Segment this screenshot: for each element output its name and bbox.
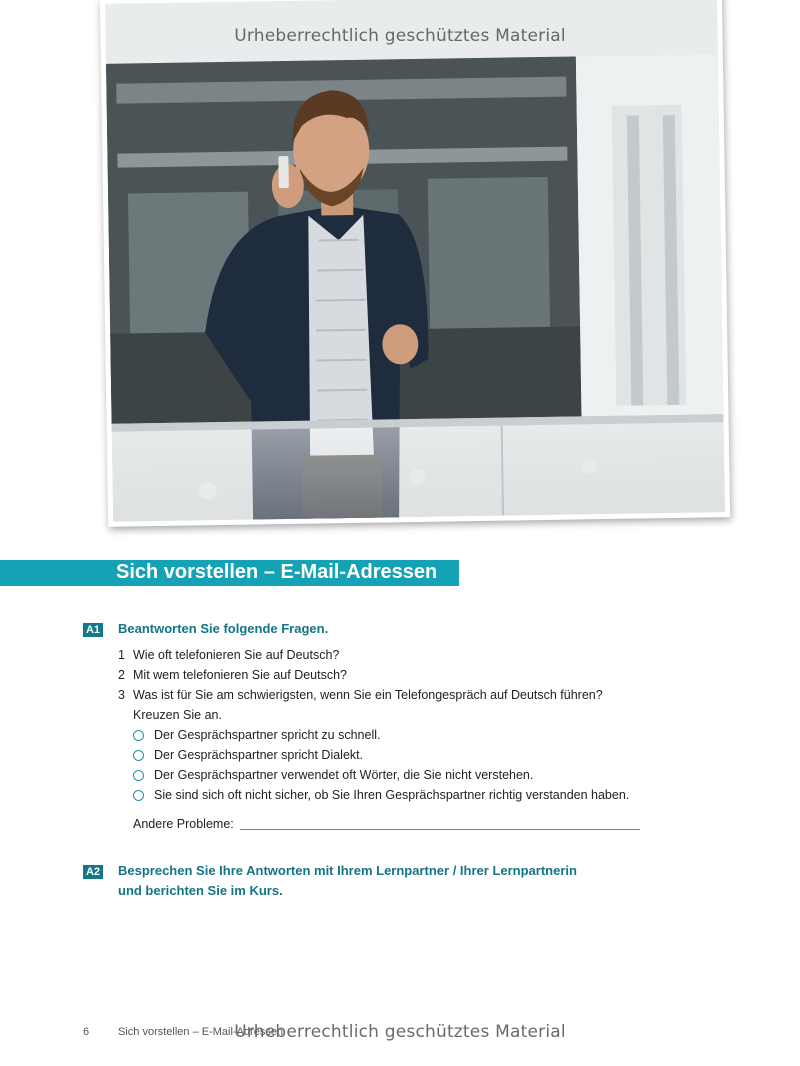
instruction-text: Kreuzen Sie an. bbox=[133, 708, 222, 722]
watermark-bottom: Urheberrechtlich geschütztes Material bbox=[234, 1022, 566, 1042]
option-1-radio[interactable] bbox=[133, 730, 144, 741]
question-1-text: Wie oft telefonieren Sie auf Deutsch? bbox=[133, 648, 340, 662]
photo-frame bbox=[100, 0, 730, 527]
option-4-radio[interactable] bbox=[133, 790, 144, 801]
question-2-number: 2 bbox=[118, 668, 125, 682]
task-badge-a2: A2 bbox=[83, 865, 103, 879]
section-title: Sich vorstellen – E-Mail-Adressen bbox=[116, 561, 438, 583]
question-3-text: Was ist für Sie am schwierigsten, wenn Sie ein Telefongespräch auf Deutsch führen? bbox=[133, 688, 603, 702]
businessman-phone-photo bbox=[105, 0, 725, 522]
option-2-label: Der Gesprächspartner spricht Dialekt. bbox=[154, 748, 364, 762]
task-heading-a2-line2: und berichten Sie im Kurs. bbox=[118, 883, 283, 898]
option-3-radio[interactable] bbox=[133, 770, 144, 781]
question-3-number: 3 bbox=[118, 688, 125, 702]
task-heading-a1: Beantworten Sie folgende Fragen. bbox=[118, 621, 329, 636]
other-problems-label: Andere Probleme: bbox=[133, 817, 234, 831]
option-3-label: Der Gesprächspartner verwendet oft Wörter, die Sie nicht verstehen. bbox=[154, 768, 534, 782]
option-4-label: Sie sind sich oft nicht sicher, ob Sie Ihren Gesprächspartner richtig verstanden haben. bbox=[154, 788, 630, 802]
task-badge-a1: A1 bbox=[83, 623, 103, 637]
other-problems-answer-line[interactable] bbox=[240, 829, 640, 830]
option-2-radio[interactable] bbox=[133, 750, 144, 761]
page-number: 6 bbox=[83, 1026, 90, 1038]
footer-title: Sich vorstellen – E-Mail-Adressen bbox=[118, 1026, 284, 1038]
watermark-top: Urheberrechtlich geschütztes Material bbox=[234, 26, 566, 46]
question-1-number: 1 bbox=[118, 648, 125, 662]
task-heading-a2-line1: Besprechen Sie Ihre Antworten mit Ihrem Lernpartner / Ihrer Lernpartnerin bbox=[118, 863, 577, 878]
question-2-text: Mit wem telefonieren Sie auf Deutsch? bbox=[133, 668, 347, 682]
option-1-label: Der Gesprächspartner spricht zu schnell. bbox=[154, 728, 381, 742]
